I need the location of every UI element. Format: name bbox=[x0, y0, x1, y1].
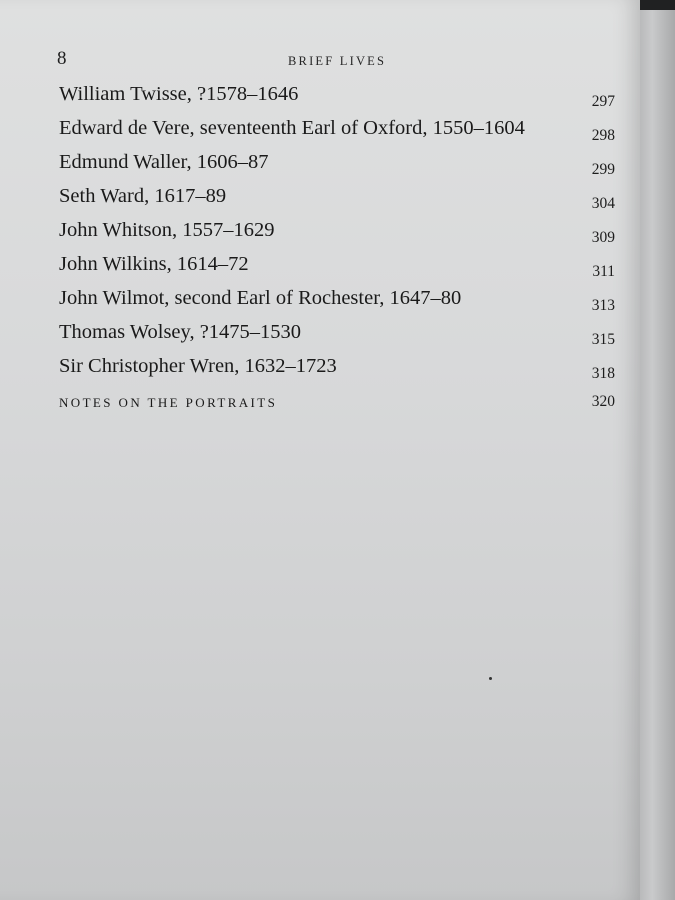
book-cover-edge bbox=[640, 0, 675, 10]
contents-entry bbox=[59, 83, 615, 113]
entry-title: Edmund Waller, 1606–87 bbox=[59, 151, 269, 173]
entry-title: Edward de Vere, seventeenth Earl of Oxford, 1550–1604 bbox=[59, 117, 525, 139]
entry-title: John Wilmot, second Earl of Rochester, 1647–80 bbox=[59, 287, 462, 309]
contents-entry bbox=[59, 185, 615, 215]
entry-title: Seth Ward, 1617–89 bbox=[59, 185, 227, 207]
contents-entry bbox=[59, 151, 615, 181]
contents-entry bbox=[59, 253, 615, 283]
running-head: BRIEF LIVES bbox=[288, 54, 387, 68]
entry-page: 298 bbox=[591, 127, 615, 144]
entry-page: 299 bbox=[591, 161, 615, 178]
entry-page: 315 bbox=[591, 331, 615, 348]
entry-title: John Wilkins, 1614–72 bbox=[59, 253, 249, 275]
entry-page: 313 bbox=[591, 297, 615, 314]
entry-page: 297 bbox=[591, 93, 615, 110]
contents-entry bbox=[59, 355, 615, 385]
entry-title: John Whitson, 1557–1629 bbox=[59, 219, 275, 241]
ink-speck bbox=[489, 677, 492, 680]
entry-title: Thomas Wolsey, ?1475–1530 bbox=[59, 321, 302, 343]
contents-entry bbox=[59, 321, 615, 351]
entry-page: 311 bbox=[592, 263, 615, 280]
entry-title: Sir Christopher Wren, 1632–1723 bbox=[59, 355, 337, 377]
contents-entry bbox=[59, 287, 615, 317]
contents-entry bbox=[59, 219, 615, 249]
entry-page: 318 bbox=[591, 365, 615, 382]
entry-page: 304 bbox=[591, 195, 615, 212]
page-edges bbox=[640, 0, 675, 900]
contents-entry bbox=[59, 385, 615, 415]
page-number: 8 bbox=[57, 48, 67, 69]
entry-page: 309 bbox=[591, 229, 615, 246]
contents-entry bbox=[59, 117, 615, 147]
entry-page: 320 bbox=[591, 393, 615, 410]
entry-title: NOTES ON THE PORTRAITS bbox=[59, 395, 278, 410]
entry-title: William Twisse, ?1578–1646 bbox=[59, 83, 299, 105]
